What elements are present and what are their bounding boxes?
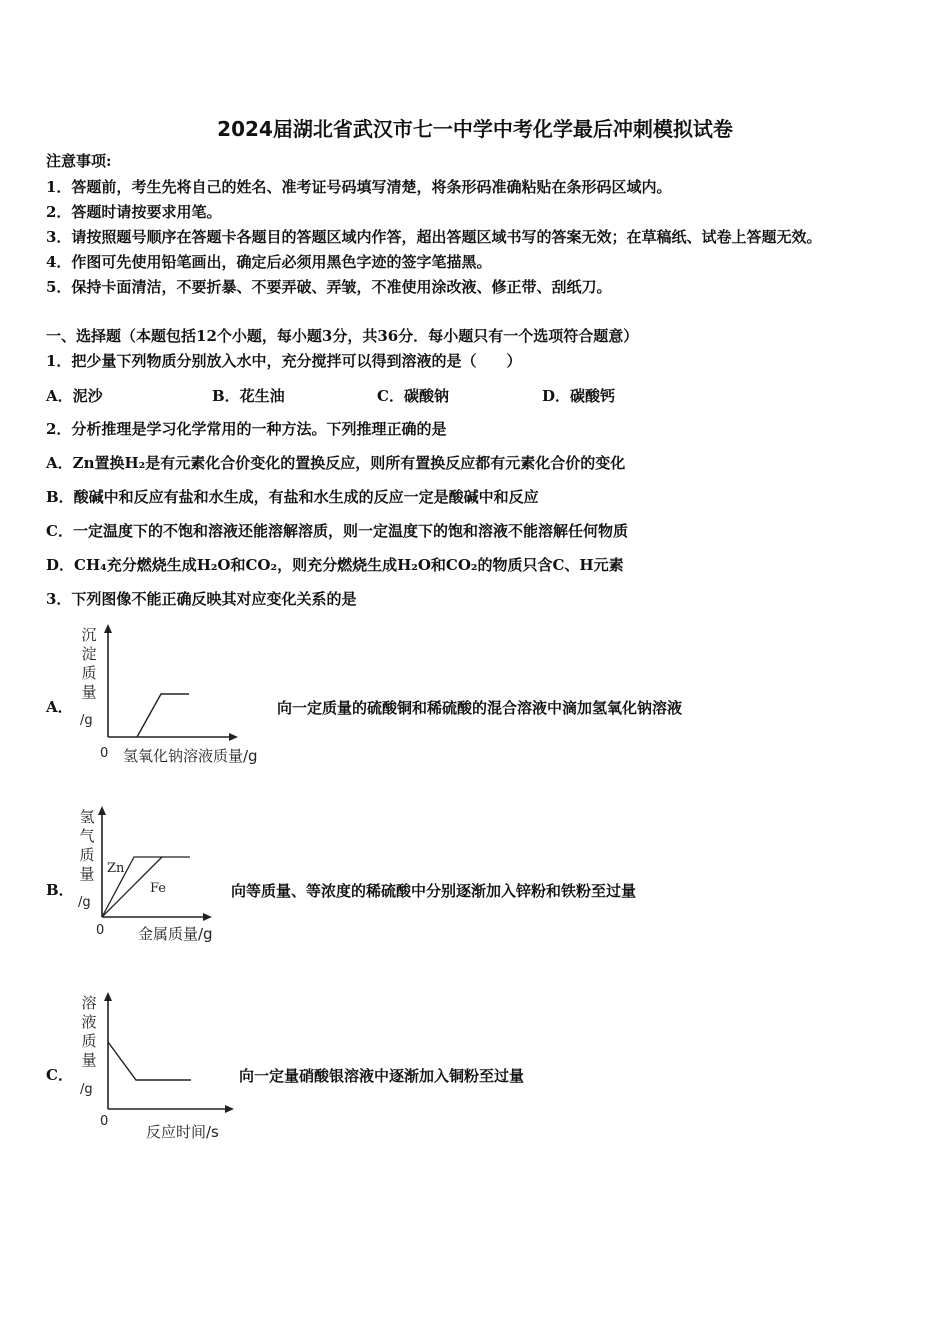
q1-option-a: A．泥沙 — [46, 387, 103, 405]
graph-a-curve — [137, 694, 189, 737]
graph-a-plot — [100, 624, 240, 744]
graph-c-xlabel: 反应时间/s — [146, 1123, 219, 1141]
q1-stem: 1．把少量下列物质分别放入水中，充分搅拌可以得到溶液的是（ ） — [46, 352, 522, 370]
graph-c-description: 向一定量硝酸银溶液中逐渐加入铜粉至过量 — [239, 1067, 525, 1085]
graph-c-x-arrow — [225, 1105, 234, 1113]
graph-c-origin: 0 — [100, 1114, 109, 1129]
graph-c-yunit: /g — [80, 1082, 93, 1097]
notice-item-5: 5．保持卡面清洁，不要折暴、不要弄破、弄皱，不准使用涂改液、修正带、刮纸刀。 — [46, 278, 612, 296]
graph-b-letter: B． — [46, 881, 74, 899]
graph-b-ylabel: 氢气质量 — [79, 808, 95, 883]
graph-a-ylabel: 沉淀质量 — [81, 626, 97, 701]
graph-c-ylabel: 溶液质量 — [81, 994, 97, 1069]
graph-b-xlabel: 金属质量/g — [138, 925, 213, 943]
graph-a-y-arrow — [104, 624, 112, 633]
q2-option-a: A．Zn置换H₂是有元素化合价变化的置换反应，则所有置换反应都有元素化合价的变化 — [46, 454, 626, 472]
graph-b-zn-label: Zn — [107, 861, 125, 876]
graph-a-x-arrow — [229, 733, 238, 741]
notice-item-2: 2．答题时请按要求用笔。 — [46, 203, 222, 221]
graph-a-xlabel: 氢氧化钠溶液质量/g — [123, 747, 258, 765]
graph-b-fe-label: Fe — [150, 881, 167, 896]
notice-item-1: 1．答题前，考生先将自己的姓名、准考证号码填写清楚，将条形码准确粘贴在条形码区域内。 — [46, 178, 672, 196]
graph-a-yunit: /g — [80, 713, 93, 728]
exam-title: 2024届湖北省武汉市七一中学中考化学最后冲刺模拟试卷 — [217, 117, 733, 141]
graph-b-x-arrow — [203, 913, 212, 921]
graph-c-curve — [108, 1042, 191, 1080]
graph-c-y-arrow — [104, 992, 112, 1001]
graph-b-plot — [96, 806, 220, 922]
q2-stem: 2．分析推理是学习化学常用的一种方法。下列推理正确的是 — [46, 420, 447, 438]
notice-item-3: 3．请按照题号顺序在答题卡各题目的答题区域内作答，超出答题区域书写的答案无效；在草稿纸、试卷上答题无效。 — [46, 228, 822, 246]
graph-c-plot — [100, 992, 240, 1114]
graph-b-description: 向等质量、等浓度的稀硫酸中分别逐渐加入锌粉和铁粉至过量 — [231, 882, 637, 900]
section-heading: 一、选择题（本题包括12个小题，每小题3分，共36分．每小题只有一个选项符合题意） — [46, 327, 639, 345]
q1-option-d: D．碳酸钙 — [542, 387, 616, 405]
graph-a-origin: 0 — [100, 746, 109, 761]
notice-item-4: 4．作图可先使用铅笔画出，确定后必须用黑色字迹的签字笔描黑。 — [46, 253, 492, 271]
graph-b-yunit: /g — [78, 895, 91, 910]
graph-a-letter: A． — [46, 698, 73, 716]
q1-option-b: B．花生油 — [212, 387, 285, 405]
graph-b-origin: 0 — [96, 923, 105, 938]
q2-option-c: C．一定温度下的不饱和溶液还能溶解溶质，则一定温度下的饱和溶液不能溶解任何物质 — [46, 522, 628, 540]
graph-a-description: 向一定质量的硫酸铜和稀硫酸的混合溶液中滴加氢氧化钠溶液 — [277, 699, 683, 717]
q3-stem: 3．下列图像不能正确反映其对应变化关系的是 — [46, 590, 357, 608]
q2-option-d: D．CH₄充分燃烧生成H₂O和CO₂，则充分燃烧生成H₂O和CO₂的物质只含C、H元素 — [46, 556, 624, 574]
graph-b-y-arrow — [98, 806, 106, 815]
q2-option-b: B．酸碱中和反应有盐和水生成，有盐和水生成的反应一定是酸碱中和反应 — [46, 488, 539, 506]
notice-heading: 注意事项: — [46, 152, 112, 170]
q1-option-c: C．碳酸钠 — [377, 387, 449, 405]
graph-c-letter: C． — [46, 1066, 73, 1084]
